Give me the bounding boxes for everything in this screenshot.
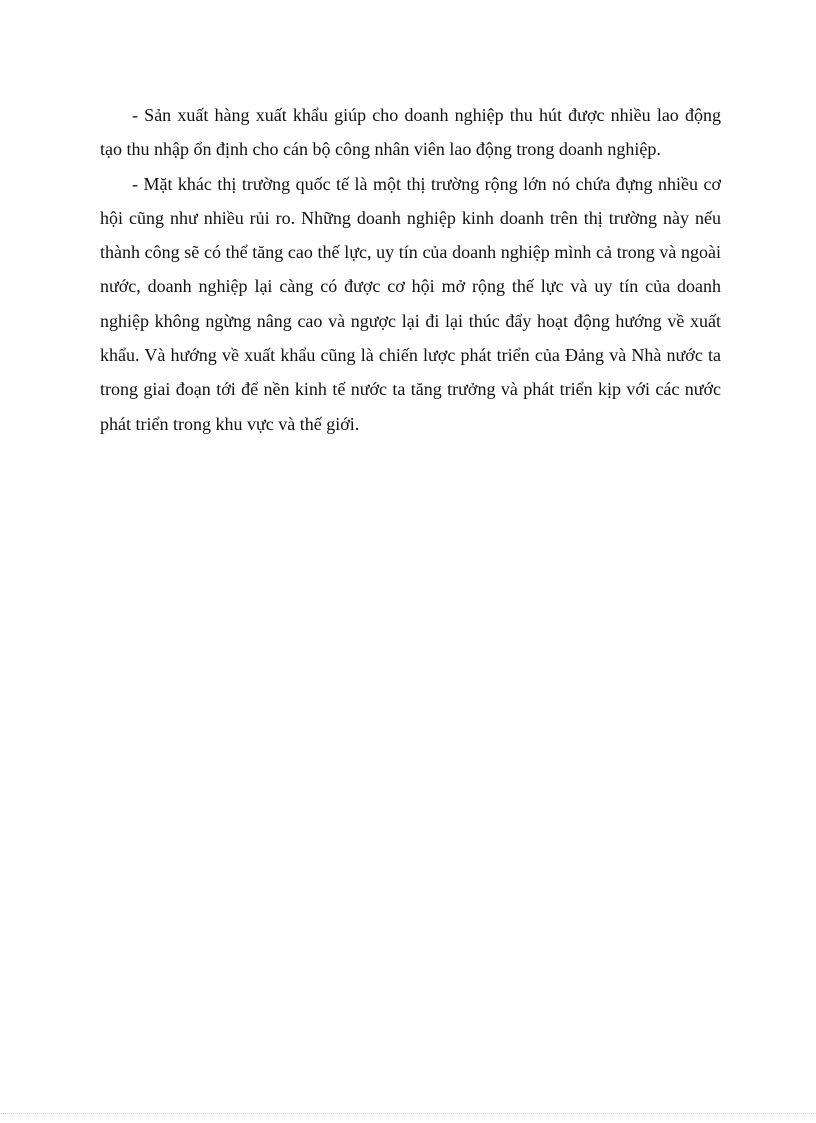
document-body	[100, 98, 721, 441]
page-bottom-divider	[0, 1113, 816, 1114]
paragraph-international-market: - Mặt khác thị trường quốc tế là một thị trường rộng lớn nó chứa đựng nhiều cơ hội cũng như nhiều rủi ro. Những doanh nghiệp kinh doanh trên thị trường này nếu thành công sẽ có thể tăng cao thế lực, uy tín của doanh nghiệp mình cả trong và ngoài nước, doanh nghiệp lại càng có được cơ hội mở rộng thế lực và uy tín của doanh nghiệp không ngừng nâng cao và ngược lại đi lại thúc đẩy hoạt động hướng về xuất khẩu. Và hướng về xuất khẩu cũng là chiến lược phát triển của Đảng và Nhà nước ta trong giai đoạn tới để nền kinh tế nước ta tăng trưởng và phát triển kịp với các nước phát triển trong khu vực và thế giới.	[100, 173, 721, 434]
paragraph-export-labor: - Sản xuất hàng xuất khẩu giúp cho doanh nghiệp thu hút được nhiều lao động tạo thu nhập ổn định cho cán bộ công nhân viên lao động trong doanh nghiệp.	[100, 105, 721, 160]
